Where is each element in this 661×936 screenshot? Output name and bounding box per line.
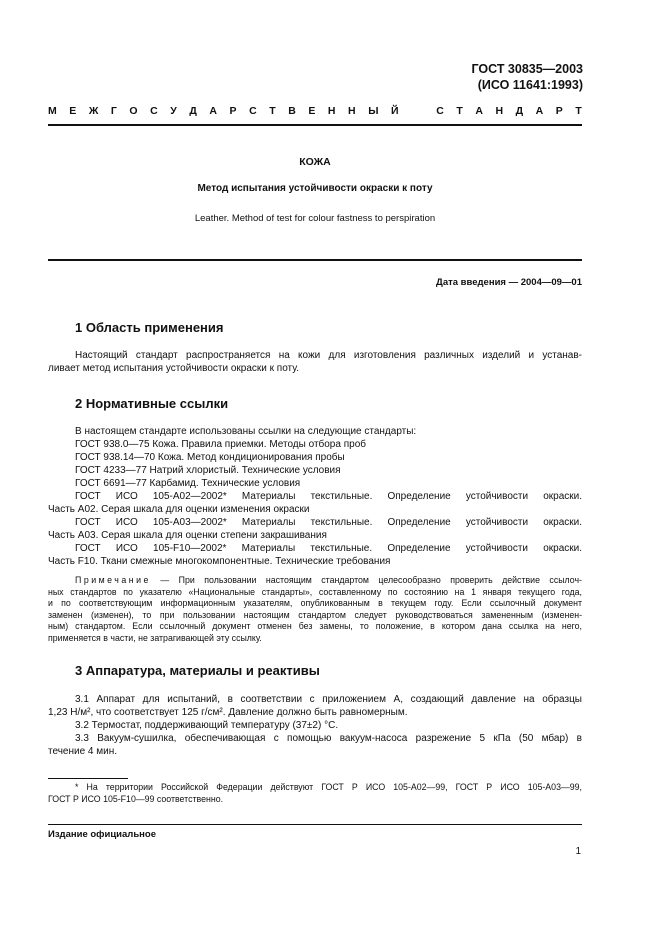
banner-letter: С [249, 105, 257, 117]
banner-letter: А [209, 105, 217, 117]
reference-line: ГОСТ 4233—77 Натрий хлористый. Технические условия [75, 465, 341, 476]
section-3-text [48, 693, 582, 758]
reference-line: Часть А02. Серая шкала для оценки изменения окраски [48, 504, 310, 515]
reference-line: ГОСТ 938.14—70 Кожа. Метод кондиционирования пробы [75, 452, 345, 463]
text-line: 3.3 Вакуум-сушилка, обеспечивающая с помощью вакуум-насоса разрежение 5 кПа (50 мбар) в [75, 733, 582, 744]
footnote-rule [48, 778, 128, 779]
section-2-heading: 2 Нормативные ссылки [75, 396, 229, 411]
banner-letter: В [288, 105, 296, 117]
text-line: 3.2 Термостат, поддерживающий температуру (37±2) °С. [75, 720, 339, 731]
text-line: течение 4 мин. [48, 746, 118, 757]
reference-line: Часть F10. Ткани смежные многокомпонентные. Технические требования [48, 556, 391, 567]
document-title: КОЖА [299, 156, 331, 168]
banner-letter: Р [555, 105, 563, 117]
banner-letter: М [48, 105, 57, 117]
introduction-date: Дата введения — 2004—09—01 [436, 277, 582, 288]
note-line: Примечание — При пользовании настоящим стандартом целесообразно проверить действие ссылоч- [75, 575, 582, 585]
text-line: Настоящий стандарт распространяется на кожи для изготовления различных изделий и устанав- [75, 350, 582, 361]
banner-letter: Т [269, 105, 276, 117]
header-rule [48, 124, 582, 126]
text-line: 3.1 Аппарат для испытаний, в соответствии с приложением А, создающий давление на образцы [75, 694, 582, 705]
standard-number: ГОСТ 30835—2003 [471, 62, 583, 76]
footnote-line: * На территории Российской Федерации действуют ГОСТ Р ИСО 105-А02—99, ГОСТ Р ИСО 105-А03—99, [75, 782, 582, 792]
banner-letter: Е [69, 105, 77, 117]
banner-letter: Ы [368, 105, 379, 117]
page-number: 1 [575, 846, 581, 857]
banner-letter: С [436, 105, 444, 117]
text-line: 1,23 Н/м², что соответствует 125 г/см². Давление должно быть равномерным. [48, 707, 408, 718]
banner-letter: Р [229, 105, 237, 117]
banner-letter: Е [308, 105, 316, 117]
note-line: заменен (изменен), то при пользовании настоящим стандартом следует руководствоваться замененным (изменен- [48, 609, 582, 620]
section-1-heading: 1 Область применения [75, 320, 224, 335]
reference-line: ГОСТ ИСО 105-А03—2002* Материалы текстильные. Определение устойчивости окраски. [75, 517, 582, 528]
english-title: Leather. Method of test for colour fastness to perspiration [194, 213, 436, 224]
reference-line: ГОСТ ИСО 105-F10—2002* Материалы текстильные. Определение устойчивости окраски. [75, 543, 582, 554]
reference-line: ГОСТ ИСО 105-А02—2002* Материалы текстильные. Определение устойчивости окраски. [75, 491, 582, 502]
banner-letter: У [170, 105, 177, 117]
note-line: и по соответствующим информационным указателям, опубликованным в текущем году. Если ссылочный документ [48, 598, 582, 608]
reference-line: ГОСТ 938.0—75 Кожа. Правила приемки. Методы отбора проб [75, 439, 366, 450]
section-2-text [48, 425, 582, 568]
edition-label: Издание официальное [48, 829, 156, 840]
footnote [48, 782, 582, 805]
banner-letter: О [129, 105, 138, 117]
standard-type-banner [48, 104, 582, 118]
banner-letter: Н [348, 105, 356, 117]
title-rule [48, 259, 582, 261]
banner-letter: А [475, 105, 483, 117]
banner-letter: Д [189, 105, 197, 117]
banner-letter: Г [110, 105, 117, 117]
banner-letter: С [150, 105, 158, 117]
section-1-text [48, 349, 582, 375]
banner-letter: Ж [88, 105, 99, 117]
note-label: Примечание [75, 575, 151, 585]
text-line: ливает метод испытания устойчивости окраски к поту. [48, 363, 300, 374]
banner-letter: Т [456, 105, 463, 117]
banner-letter: Т [575, 105, 582, 117]
reference-line: Часть А03. Серая шкала для оценки степени закрашивания [48, 530, 327, 541]
method-title: Метод испытания устойчивости окраски к поту [197, 183, 433, 194]
footer-rule [48, 824, 582, 825]
banner-letter: Н [327, 105, 336, 117]
reference-line: ГОСТ 6691—77 Карбамид. Технические условия [75, 478, 301, 489]
banner-letter: Н [495, 105, 504, 117]
banner-letter: Й [391, 105, 399, 117]
banner-letter: Д [515, 105, 524, 117]
note-line: ным) стандартом. Если ссылочный документ отменен без замены, то положение, в котором дана ссылка на него, [48, 621, 582, 631]
footnote-line: ГОСТ Р ИСО 105-F10—99 соответственно. [48, 793, 224, 804]
section-2-note [48, 575, 582, 644]
text-line: В настоящем стандарте использованы ссылки на следующие стандарты: [75, 426, 417, 437]
iso-number: (ИСО 11641:1993) [477, 78, 583, 92]
note-line: ных стандартов по указателю «Национальные стандарты», составленному по состоянию на 1 января текущего года, [48, 586, 582, 597]
note-line: применяется в части, не затрагивающей эту ссылку. [48, 632, 262, 643]
section-3-heading: 3 Аппаратура, материалы и реактивы [75, 663, 320, 678]
banner-letter: А [535, 105, 544, 117]
